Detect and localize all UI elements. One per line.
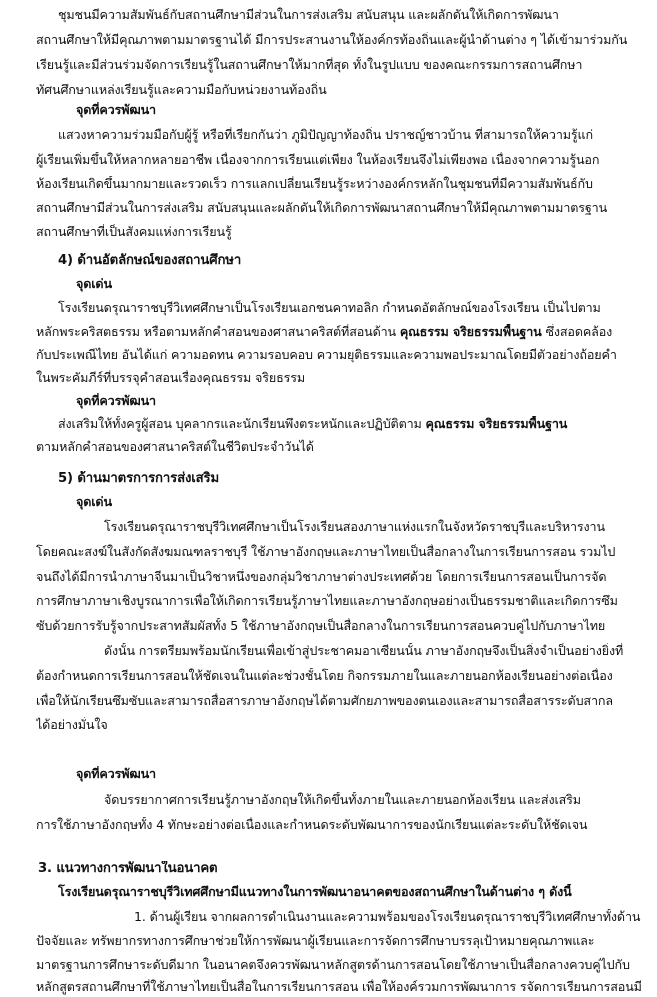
identity-strength-line-2: หลักพระคริสตธรรม หรือตามหลักคำสอนของศาสนาคริสต์ที่สอนด้าน คุณธรรม จริยธรรมพื้นฐาน ซึ่งสอดคล้อง xyxy=(36,324,613,339)
promotion-strength-line-3: จนถึงได้มีการนำภาษาจีนมาเป็นวิชาหนึ่งของกลุ่มวิชาภาษาต่างประเทศด้วย โดยการเรียนการสอนเป็นการจัด xyxy=(36,569,607,584)
promotion-strength-line-2: โดยคณะสงฆ์ในสังกัดสังฆมณฑลราชบุรี ใช้ภาษาอังกฤษและภาษาไทยเป็นสื่อกลางในการเรียนการสอน รวมไป xyxy=(36,544,616,559)
promotion-heading: 5) ด้านมาตรการการส่งเสริม xyxy=(58,471,219,486)
future-heading: 3. แนวทางการพัฒนาในอนาคต xyxy=(38,861,218,876)
promotion-strength-line-5: ซับด้วยการรับรู้จากประสาทสัมผัสทั้ง 5 ใช้ภาษาอังกฤษเป็นสื่อกลางในการเรียนการสอนควบคู่ไปกับภาษาไทย xyxy=(36,618,606,633)
identity-improve-line-2: ตามหลักคำสอนของศาสนาคริสต์ในชีวิตประจำวันได้ xyxy=(36,439,314,454)
future-subheading: โรงเรียนดรุณาราชบุรีวิเทศศึกษามีแนวทางในการพัฒนาอนาคตของสถานศึกษาในด้านต่าง ๆ ดังนี้ xyxy=(58,884,572,899)
promotion-improve-heading: จุดที่ควรพัฒนา xyxy=(76,766,156,781)
identity-improve-emphasis: คุณธรรม จริยธรรมพื้นฐาน xyxy=(425,416,568,431)
community-line-1: ชุมชนมีความสัมพันธ์กับสถานศึกษามีส่วนในการส่งเสริม สนับสนุน และผลักดันให้เกิดการพัฒนา xyxy=(58,7,559,22)
community-improve-line-5: สถานศึกษาที่เป็นสังคมแห่งการเรียนรู้ xyxy=(36,224,232,239)
community-line-3: เรียนรู้และมีส่วนร่วมจัดการเรียนรู้ในสถานศึกษาให้มากที่สุด ทั้งในรูปแบบ ของคณะกรรมการสถานศึกษา xyxy=(36,57,583,72)
community-line-2: สถานศึกษาให้มีคุณภาพตามมาตรฐานได้ มีการประสานงานให้องค์กรท้องถิ่นและผู้นำด้านต่าง ๆ ได้เข้ามาร่วมกัน xyxy=(36,32,628,47)
future-line-2: ปัจจัยและ ทรัพยากรทางการศึกษาช่วยให้การพัฒนาผู้เรียนและการจัดการศึกษาบรรลุเป้าหมายคุณภาพและ xyxy=(36,933,595,948)
identity-improve-heading: จุดที่ควรพัฒนา xyxy=(76,393,156,408)
promotion-improve-line-2: การใช้ภาษาอังกฤษทั้ง 4 ทักษะอย่างต่อเนื่องและกำหนดระดับพัฒนาการของนักเรียนแต่ละระดับให้ชัดเจน xyxy=(36,817,588,832)
future-line-1: 1. ด้านผู้เรียน จากผลการดำเนินงานและความพร้อมของโรงเรียนดรุณาราชบุรีวิเทศศึกษาทั้งด้าน xyxy=(134,909,641,924)
community-improve-line-4: สถานศึกษามีส่วนในการส่งเสริม สนับสนุนและผลักดันให้เกิดการพัฒนาสถานศึกษาให้มีคุณภาพตามมาตรฐาน xyxy=(36,200,608,215)
promotion-strength-line-9: ได้อย่างมั่นใจ xyxy=(36,717,108,732)
promotion-improve-line-1: จัดบรรยากาศการเรียนรู้ภาษาอังกฤษให้เกิดขึ้นทั้งภายในและภายนอกห้องเรียน และส่งเสริม xyxy=(104,792,581,807)
promotion-strength-line-6: ดังนั้น การตรียมพร้อมนักเรียนเพื่อเข้าสู่ประชาคมอาเซียนนั้น ภาษาอังกฤษจึงเป็นสิ่งจำเป็นอย่างยิ่งที่ xyxy=(104,643,624,658)
identity-strength-emphasis: คุณธรรม จริยธรรมพื้นฐาน xyxy=(399,324,542,339)
community-line-4: ทัศนศึกษาแหล่งเรียนรู้และความมือกับหน่วยงานท้องถิ่น xyxy=(36,82,327,97)
promotion-strength-line-8: เพื่อให้นักเรียนซึมซับและสามารถสื่อสารภาษาอังกฤษได้ตามศักยภาพของตนเองและสามารถสื่อสารระดับสากล xyxy=(36,693,613,708)
identity-strength-line-1: โรงเรียนดรุณาราชบุรีวิเทศศึกษาเป็นโรงเรียนเอกชนคาทอลิก กำหนดอัตลักษณ์ของโรงเรียน เป็นไปตาม xyxy=(58,300,601,315)
community-improve-line-3: ห้องเรียนเกิดขึ้นมากมายและรวดเร็ว การแลกเปลี่ยนเรียนรู้ระหว่างองค์กรหลักในชุมชนที่มีความสัมพันธ์กับ xyxy=(36,176,593,191)
identity-improve-line-1: ส่งเสริมให้ทั้งครูผู้สอน บุคลากรและนักเรียนพึงตระหนักและปฏิบัติตาม คุณธรรม จริยธรรมพื้นฐาน xyxy=(58,416,568,431)
promotion-strength-line-4: การศึกษาภาษาเชิงบูรณาการเพื่อให้เกิดการเรียนรู้ภาษาไทยและภาษาอังกฤษอย่างเป็นธรรมชาติและเกิดการซึม xyxy=(36,593,618,608)
future-line-3: มาตรฐานการศึกษาระดับดีมาก ในอนาคตจึงควรพัฒนาหลักสูตรด้านการสอนโดยใช้ภาษาเป็นสื่อกลางควบคู่ไปกับ xyxy=(36,957,630,972)
community-improve-line-1: แสวงหาความร่วมมือกับผู้รู้ หรือที่เรียกกันว่า ภูมิปัญญาท้องถิ่น ปราชญ์ชาวบ้าน ที่สามารถให้ความรู้แก่ xyxy=(58,127,593,142)
community-improve-heading: จุดที่ควรพัฒนา xyxy=(76,102,156,117)
identity-strength-line-3: กับประเพณีไทย อันได้แก่ ความอดทน ความรอบคอบ ความยุติธรรมและความพอประมาณโดยมีตัวอย่างถ้อยคำ xyxy=(36,347,617,362)
promotion-strength-heading: จุดเด่น xyxy=(76,494,112,509)
identity-strength-heading: จุดเด่น xyxy=(76,276,112,291)
promotion-strength-line-1: โรงเรียนดรุณาราชบุรีวิเทศศึกษาเป็นโรงเรียนสองภาษาแห่งแรกในจังหวัดราชบุรีและบริหารงาน xyxy=(104,519,605,534)
identity-heading: 4) ด้านอัตลักษณ์ของสถานศึกษา xyxy=(58,253,242,268)
promotion-strength-line-7: ต้องกำหนดการเรียนการสอนให้ชัดเจนในแต่ละช่วงชั้นโดย กิจกรรมภายในและภายนอกห้องเรียนอย่างต่อเนื่อง xyxy=(36,668,613,683)
future-line-4: หลักสูตรสถานศึกษาที่ใช้ภาษาไทยเป็นสื่อในการเรียนการสอน เพื่อให้องค์รวมการพัฒนาการ รจัดการเรียนการสอนมี xyxy=(36,979,642,994)
identity-strength-line-4: ในพระคัมภีร์ที่บรรจุคำสอนเรื่องคุณธรรม จริยธรรม xyxy=(36,370,305,385)
community-improve-line-2: ผู้เรียนเพิ่มขึ้นให้หลากหลายอาชีพ เนื่องจากการเรียนแต่เพียง ในห้องเรียนจึงไม่เพียงพอ เนื่องจากความรู้นอก xyxy=(36,152,600,167)
